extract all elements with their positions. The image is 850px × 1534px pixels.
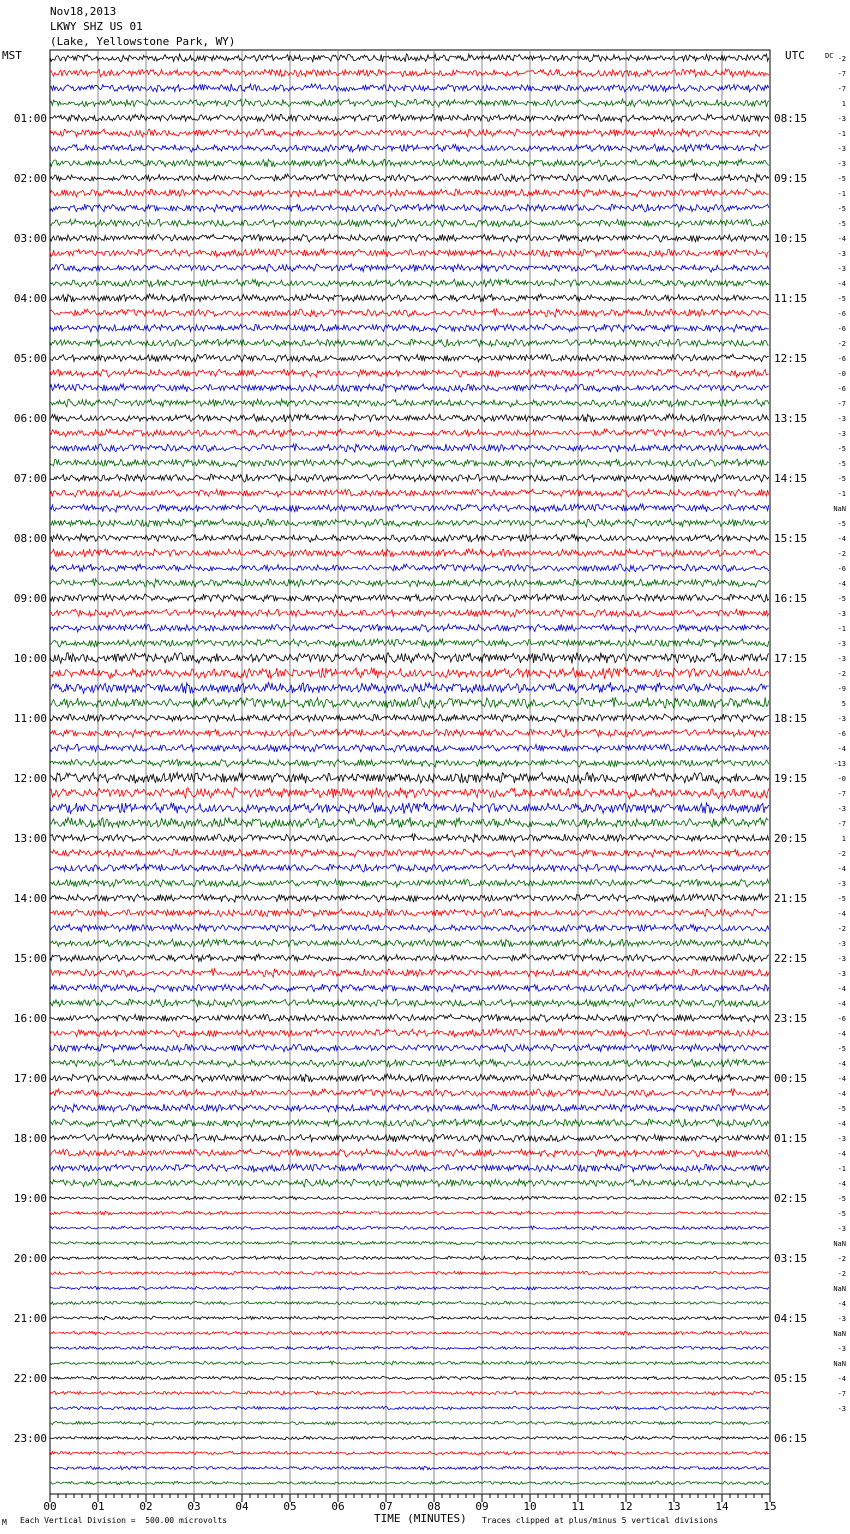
- dc-offset-label: -3: [837, 115, 846, 123]
- dc-offset-label: -5: [837, 520, 846, 528]
- dc-offset-label: -7: [837, 85, 846, 93]
- right-hour-label: 08:15: [774, 112, 808, 125]
- trace-line: [50, 969, 769, 977]
- left-hour-label: 01:00: [13, 112, 47, 125]
- header-date: Nov18,2013: [50, 5, 117, 18]
- dc-offset-label: NaN: [833, 1330, 846, 1338]
- dc-offset-label: -3: [837, 265, 846, 273]
- trace-line: [50, 834, 769, 842]
- dc-offset-label: -4: [837, 1090, 846, 1098]
- trace-line: [50, 609, 769, 617]
- dc-offset-label: -5: [837, 445, 846, 453]
- dc-offset-label: -0: [837, 370, 846, 378]
- dc-offset-label: -13: [833, 760, 846, 768]
- left-hour-label: 21:00: [13, 1312, 47, 1325]
- trace-line: [50, 309, 769, 317]
- dc-offset-label: -4: [837, 280, 846, 288]
- dc-offset-label: -4: [837, 1075, 846, 1083]
- trace-line: [50, 384, 769, 392]
- dc-offset-label: -4: [837, 1150, 846, 1158]
- trace-line: [50, 1391, 769, 1395]
- trace-line: [50, 729, 769, 737]
- trace-line: [50, 399, 769, 407]
- trace-line: [50, 594, 769, 602]
- left-hour-label: 16:00: [13, 1012, 47, 1025]
- x-tick-label: 15: [763, 1500, 777, 1513]
- dc-offset-label: NaN: [833, 505, 846, 513]
- trace-line: [50, 339, 769, 347]
- trace-line: [50, 697, 769, 709]
- trace-line: [50, 534, 769, 542]
- trace-line: [50, 504, 769, 512]
- vertical-division-note: Each Vertical Division = 500.00 microvolts: [20, 1516, 228, 1525]
- dc-offset-label: -3: [837, 610, 846, 618]
- dc-offset-label: -3: [837, 955, 846, 963]
- trace-line: [50, 1196, 769, 1200]
- right-hour-label: 21:15: [774, 892, 808, 905]
- right-hour-label: 16:15: [774, 592, 808, 605]
- dc-label: DC: [825, 52, 834, 60]
- left-hour-label: 12:00: [13, 772, 47, 785]
- left-hour-label: 15:00: [13, 952, 47, 965]
- dc-offset-label: -4: [837, 1060, 846, 1068]
- x-tick-label: 04: [235, 1500, 249, 1513]
- x-tick-label: 09: [475, 1500, 489, 1513]
- trace-line: [50, 1211, 769, 1215]
- left-hour-label: 11:00: [13, 712, 47, 725]
- dc-offset-label: -9: [837, 685, 846, 693]
- left-hour-label: 17:00: [13, 1072, 47, 1085]
- dc-offset-label: -5: [837, 595, 846, 603]
- trace-line: [50, 1286, 769, 1290]
- trace-line: [50, 474, 769, 482]
- left-hour-label: 13:00: [13, 832, 47, 845]
- trace-line: [50, 984, 769, 992]
- trace-line: [50, 954, 769, 962]
- dc-offset-label: -4: [837, 580, 846, 588]
- dc-offset-label: -4: [837, 1180, 846, 1188]
- trace-line: [50, 864, 769, 872]
- trace-line: [50, 849, 769, 857]
- dc-offset-label: -4: [837, 235, 846, 243]
- dc-offset-label: -4: [837, 1300, 846, 1308]
- trace-line: [50, 682, 769, 693]
- dc-offset-label: -2: [837, 670, 846, 678]
- x-tick-label: 06: [331, 1500, 345, 1513]
- trace-line: [50, 788, 769, 799]
- dc-offset-label: -2: [837, 1255, 846, 1263]
- trace-line: [50, 204, 769, 212]
- dc-offset-label: -2: [837, 1270, 846, 1278]
- left-hour-label: 23:00: [13, 1432, 47, 1445]
- trace-line: [50, 429, 769, 437]
- dc-offset-label: -7: [837, 790, 846, 798]
- dc-offset-label: -7: [837, 820, 846, 828]
- dc-offset-label: -4: [837, 1120, 846, 1128]
- dc-offset-label: -4: [837, 1000, 846, 1008]
- trace-line: [50, 519, 769, 527]
- dc-offset-label: -5: [837, 475, 846, 483]
- trace-line: [50, 999, 769, 1007]
- trace-line: [50, 1481, 769, 1485]
- trace-line: [50, 1436, 769, 1440]
- trace-line: [50, 1301, 769, 1305]
- trace-line: [50, 714, 769, 722]
- trace-line: [50, 1256, 769, 1260]
- trace-line: [50, 414, 769, 422]
- dc-offset-label: -4: [837, 1375, 846, 1383]
- trace-line: [50, 1119, 769, 1127]
- dc-offset-label: NaN: [833, 1360, 846, 1368]
- left-hour-label: 10:00: [13, 652, 47, 665]
- left-hour-label: 14:00: [13, 892, 47, 905]
- dc-offset-label: -6: [837, 565, 846, 573]
- dc-offset-label: -0: [837, 775, 846, 783]
- trace-line: [50, 909, 769, 917]
- trace-line: [50, 939, 769, 947]
- x-tick-label: 13: [667, 1500, 681, 1513]
- dc-offset-label: -3: [837, 1345, 846, 1353]
- header-station: LKWY SHZ US 01: [50, 20, 143, 33]
- dc-offset-label: -3: [837, 655, 846, 663]
- x-tick-label: 02: [139, 1500, 153, 1513]
- dc-offset-label: -1: [837, 190, 846, 198]
- trace-line: [50, 759, 769, 767]
- dc-offset-label: NaN: [833, 1240, 846, 1248]
- right-hour-label: 14:15: [774, 472, 808, 485]
- trace-line: [50, 1331, 769, 1335]
- right-hour-label: 00:15: [774, 1072, 808, 1085]
- dc-offset-label: 5: [841, 700, 846, 708]
- trace-line: [50, 174, 769, 182]
- trace-line: [50, 1134, 769, 1142]
- trace-line: [50, 1164, 769, 1172]
- trace-line: [50, 564, 769, 572]
- trace-line: [50, 294, 769, 302]
- dc-offset-label: -6: [837, 1015, 846, 1023]
- dc-offset-label: -5: [837, 295, 846, 303]
- trace-line: [50, 1451, 769, 1455]
- left-hour-label: 08:00: [13, 532, 47, 545]
- trace-line: [50, 249, 769, 257]
- x-tick-label: 14: [715, 1500, 729, 1513]
- trace-line: [50, 69, 769, 77]
- dc-offset-label: -5: [837, 1195, 846, 1203]
- right-hour-label: 06:15: [774, 1432, 808, 1445]
- trace-line: [50, 54, 769, 62]
- dc-offset-label: -3: [837, 160, 846, 168]
- dc-offset-label: -3: [837, 940, 846, 948]
- dc-offset-label: 1: [841, 100, 846, 108]
- left-hour-label: 18:00: [13, 1132, 47, 1145]
- trace-line: [50, 1044, 769, 1052]
- dc-offset-label: -3: [837, 880, 846, 888]
- trace-line: [50, 1406, 769, 1410]
- trace-line: [50, 879, 769, 887]
- dc-offset-label: -3: [837, 805, 846, 813]
- trace-line: [50, 1346, 769, 1350]
- dc-offset-label: -7: [837, 1390, 846, 1398]
- trace-line: [50, 639, 769, 647]
- right-hour-label: 19:15: [774, 772, 808, 785]
- x-tick-label: 03: [187, 1500, 201, 1513]
- dc-offset-label: -5: [837, 220, 846, 228]
- dc-offset-label: -2: [837, 850, 846, 858]
- left-hour-label: 07:00: [13, 472, 47, 485]
- trace-line: [50, 924, 769, 932]
- trace-line: [50, 772, 769, 783]
- left-hour-label: 03:00: [13, 232, 47, 245]
- right-hour-label: 22:15: [774, 952, 808, 965]
- dc-offset-label: -5: [837, 895, 846, 903]
- dc-offset-label: -3: [837, 145, 846, 153]
- trace-line: [50, 444, 769, 452]
- trace-line: [50, 1466, 769, 1470]
- dc-offset-label: -1: [837, 1165, 846, 1173]
- trace-line: [50, 803, 769, 814]
- dc-offset-label: -3: [837, 715, 846, 723]
- right-hour-label: 10:15: [774, 232, 808, 245]
- dc-offset-label: -2: [837, 925, 846, 933]
- trace-line: [50, 264, 769, 272]
- dc-offset-label: 1: [841, 835, 846, 843]
- dc-offset-label: -4: [837, 1030, 846, 1038]
- dc-offset-label: -3: [837, 250, 846, 258]
- dc-offset-label: -2: [837, 550, 846, 558]
- dc-offset-label: -1: [837, 490, 846, 498]
- dc-offset-label: -4: [837, 910, 846, 918]
- dc-offset-label: -4: [837, 865, 846, 873]
- x-axis-title: TIME (MINUTES): [374, 1512, 467, 1525]
- dc-offset-label: -4: [837, 535, 846, 543]
- clip-note: Traces clipped at plus/minus 5 vertical divisions: [482, 1516, 719, 1525]
- dc-offset-label: -3: [837, 430, 846, 438]
- dc-offset-label: -5: [837, 175, 846, 183]
- dc-offset-label: -4: [837, 985, 846, 993]
- left-hour-label: 22:00: [13, 1372, 47, 1385]
- dc-offset-label: -5: [837, 205, 846, 213]
- dc-offset-label: -2: [837, 340, 846, 348]
- trace-line: [50, 1074, 769, 1082]
- dc-offset-label: -5: [837, 1210, 846, 1218]
- x-tick-label: 10: [523, 1500, 537, 1513]
- trace-line: [50, 624, 769, 632]
- trace-line: [50, 99, 769, 107]
- dc-offset-label: -3: [837, 1225, 846, 1233]
- right-hour-label: 12:15: [774, 352, 808, 365]
- right-hour-label: 04:15: [774, 1312, 808, 1325]
- right-hour-label: 01:15: [774, 1132, 808, 1145]
- dc-offset-label: -4: [837, 745, 846, 753]
- trace-line: [50, 354, 769, 362]
- x-tick-label: 07: [379, 1500, 393, 1513]
- dc-offset-label: -3: [837, 415, 846, 423]
- dc-offset-label: -6: [837, 385, 846, 393]
- trace-line: [50, 549, 769, 557]
- trace-line: [50, 1029, 769, 1037]
- trace-line: [50, 1361, 769, 1365]
- right-hour-label: 11:15: [774, 292, 808, 305]
- left-hour-label: 19:00: [13, 1192, 47, 1205]
- dc-offset-label: -1: [837, 625, 846, 633]
- trace-line: [50, 159, 769, 167]
- x-tick-label: 12: [619, 1500, 633, 1513]
- right-hour-label: 23:15: [774, 1012, 808, 1025]
- dc-offset-label: NaN: [833, 1285, 846, 1293]
- trace-line: [50, 894, 769, 902]
- trace-line: [50, 1089, 769, 1097]
- x-tick-label: 08: [427, 1500, 441, 1513]
- right-hour-label: 13:15: [774, 412, 808, 425]
- trace-line: [50, 489, 769, 497]
- x-tick-label: 05: [283, 1500, 297, 1513]
- dc-offset-label: -6: [837, 310, 846, 318]
- dc-offset-label: -3: [837, 1315, 846, 1323]
- dc-offset-label: -6: [837, 325, 846, 333]
- footer-logo: M: [2, 1518, 7, 1527]
- left-hour-label: 20:00: [13, 1252, 47, 1265]
- left-hour-label: 02:00: [13, 172, 47, 185]
- left-timezone-label: MST: [2, 49, 22, 62]
- dc-offset-label: -5: [837, 1045, 846, 1053]
- trace-line: [50, 114, 769, 122]
- trace-line: [50, 459, 769, 467]
- trace-line: [50, 1059, 769, 1067]
- right-hour-label: 15:15: [774, 532, 808, 545]
- dc-offset-label: -3: [837, 970, 846, 978]
- trace-line: [50, 668, 769, 679]
- trace-line: [50, 579, 769, 587]
- left-hour-label: 05:00: [13, 352, 47, 365]
- trace-line: [50, 1271, 769, 1275]
- left-hour-label: 09:00: [13, 592, 47, 605]
- right-hour-label: 09:15: [774, 172, 808, 185]
- x-tick-label: 11: [571, 1500, 585, 1513]
- right-hour-label: 20:15: [774, 832, 808, 845]
- right-hour-label: 17:15: [774, 652, 808, 665]
- trace-line: [50, 1241, 769, 1245]
- dc-offset-label: -2: [837, 55, 846, 63]
- trace-line: [50, 144, 769, 152]
- trace-line: [50, 279, 769, 287]
- x-tick-label: 01: [91, 1500, 105, 1513]
- right-hour-label: 05:15: [774, 1372, 808, 1385]
- trace-line: [50, 1421, 769, 1425]
- header-location: (Lake, Yellowstone Park, WY): [50, 35, 236, 48]
- right-hour-label: 02:15: [774, 1192, 808, 1205]
- trace-line: [50, 324, 769, 332]
- dc-offset-label: -7: [837, 400, 846, 408]
- right-hour-label: 03:15: [774, 1252, 808, 1265]
- dc-offset-label: -7: [837, 70, 846, 78]
- dc-offset-label: -6: [837, 355, 846, 363]
- trace-line: [50, 84, 769, 92]
- trace-line: [50, 1014, 769, 1022]
- left-hour-label: 06:00: [13, 412, 47, 425]
- trace-line: [50, 1149, 769, 1157]
- dc-offset-label: -6: [837, 730, 846, 738]
- trace-line: [50, 1226, 769, 1230]
- trace-line: [50, 817, 769, 828]
- trace-line: [50, 1376, 769, 1380]
- trace-line: [50, 744, 769, 752]
- trace-line: [50, 1104, 769, 1112]
- trace-line: [50, 1316, 769, 1320]
- dc-offset-label: -3: [837, 1405, 846, 1413]
- trace-line: [50, 234, 769, 242]
- right-hour-label: 18:15: [774, 712, 808, 725]
- right-timezone-label: UTC: [785, 49, 805, 62]
- trace-line: [50, 653, 769, 664]
- trace-line: [50, 369, 769, 377]
- trace-line: [50, 1179, 769, 1187]
- dc-offset-label: -5: [837, 460, 846, 468]
- dc-offset-label: -3: [837, 1135, 846, 1143]
- trace-line: [50, 219, 769, 227]
- left-hour-label: 04:00: [13, 292, 47, 305]
- dc-offset-label: -3: [837, 640, 846, 648]
- x-tick-label: 00: [43, 1500, 57, 1513]
- trace-line: [50, 129, 769, 137]
- trace-line: [50, 189, 769, 197]
- dc-offset-label: -5: [837, 1105, 846, 1113]
- dc-offset-label: -1: [837, 130, 846, 138]
